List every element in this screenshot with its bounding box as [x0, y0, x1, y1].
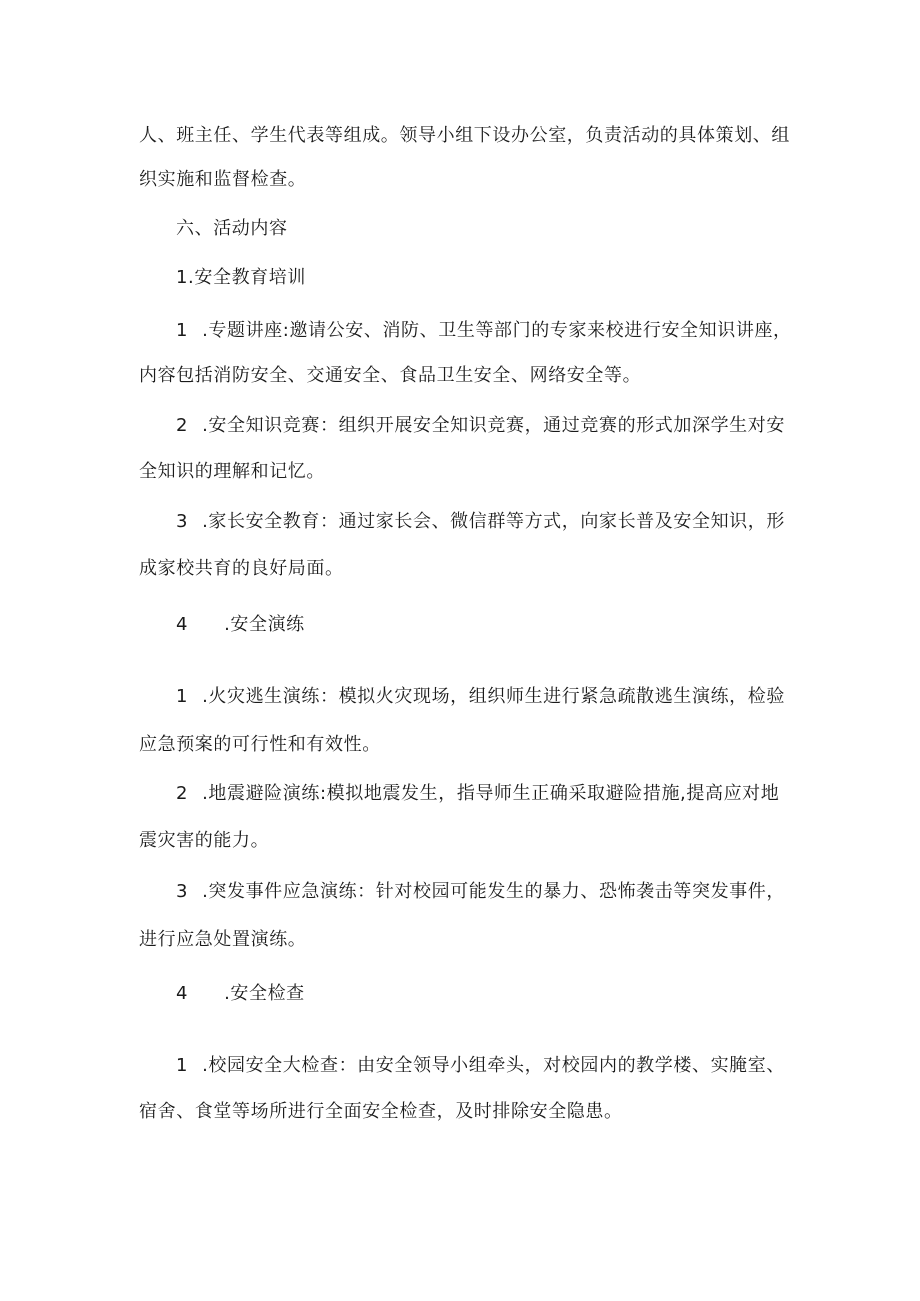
list-item-first-line [176, 880, 785, 904]
subsection-heading [176, 982, 305, 1006]
list-text: .专题讲座:邀请公安、消防、卫生等部门的专家来校进行安全知识讲座， [202, 320, 792, 341]
list-text: .火灾逃生演练：模拟火灾现场，组织师生进行紧急疏散逃生演练，检验 [202, 686, 785, 707]
list-item-first-line [176, 685, 785, 709]
list-item-first-line [176, 1054, 785, 1078]
list-number: 1 [176, 686, 189, 707]
list-item-line: 应急预案的可行性和有效性。 [139, 734, 381, 755]
list-item-first-line [176, 414, 785, 438]
list-item-line: 内容包括消防安全、交通安全、食品卫生安全、网络安全等。 [139, 365, 642, 386]
list-item-first-line [176, 510, 785, 534]
list-number: 2 [176, 415, 189, 436]
list-number: 1 [176, 320, 189, 341]
list-item-first-line [176, 782, 779, 806]
list-text: .校园安全大检查：由安全领导小组牵头，对校园内的教学楼、实腌室、 [202, 1055, 785, 1076]
section-heading: 六、活动内容 [176, 218, 288, 239]
list-text: .地震避险演练:模拟地震发生，指导师生正确采取避险措施,提高应对地 [202, 783, 780, 804]
list-number: 4 [176, 614, 189, 635]
list-item-line: 成家校共育的良好局面。 [139, 558, 344, 579]
paragraph-line: 人、班主任、学生代表等组成。领导小组下设办公室，负责活动的具体策划、组 [139, 125, 790, 146]
list-item-line: 宿舍、食堂等场所进行全面安全检查，及时排除安全隐患。 [139, 1101, 623, 1122]
list-number: 3 [176, 881, 189, 902]
list-item-line: 震灾害的能力。 [139, 830, 270, 851]
list-item-line: 进行应急处置演练。 [139, 929, 307, 950]
list-item-line: 全知识的理解和记忆。 [139, 461, 325, 482]
list-number: 1 [176, 1055, 189, 1076]
list-number: 3 [176, 511, 189, 532]
list-text: .家长安全教育：通过家长会、微信群等方式，向家长普及安全知识，形 [202, 511, 785, 532]
list-text: .安全检查 [224, 983, 305, 1004]
list-text: .安全演练 [224, 614, 305, 635]
list-text: .安全知识竞赛：组织开展安全知识竞赛，通过竞赛的形式加深学生对安 [202, 415, 785, 436]
list-text: .突发事件应急演练：针对校园可能发生的暴力、恐怖袭击等突发事件， [202, 881, 785, 902]
paragraph-line: 织实施和监督检查。 [139, 169, 307, 190]
list-number: 2 [176, 783, 189, 804]
subsection-heading [176, 613, 305, 637]
list-item-first-line [176, 319, 792, 343]
subsection-heading: 1.安全教育培训 [176, 267, 306, 288]
list-number: 4 [176, 983, 189, 1004]
